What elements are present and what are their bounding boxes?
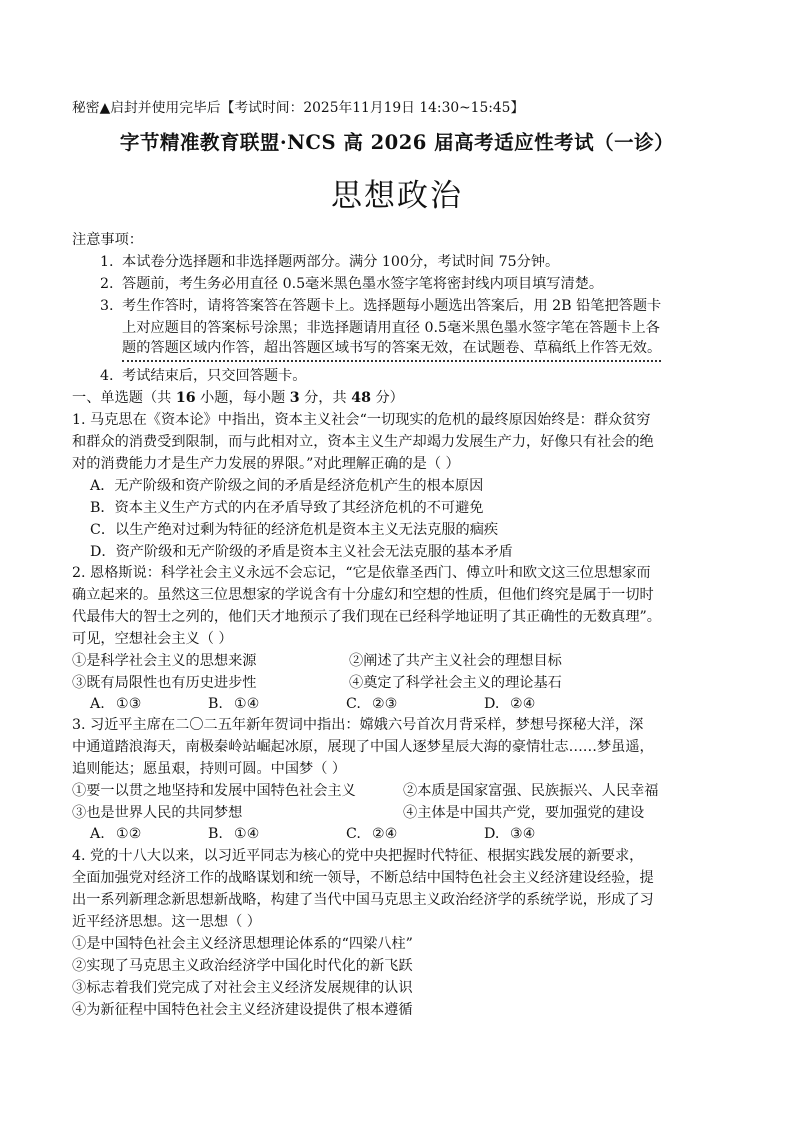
choice-a: A. ①② (90, 826, 142, 842)
choice-c: C. ②③ (346, 696, 398, 712)
note-item (100, 252, 559, 272)
statement: ①是中国特色社会主义经济思想理论体系的“四梁八柱” (72, 936, 413, 952)
note-number: 4. (100, 368, 114, 384)
option-b: B．资本主义生产方式的内在矛盾导致了其经济危机的不可避免 (90, 500, 484, 516)
question-stem: 4. 党的十八大以来，以习近平同志为核心的党中央把握时代特征、根据实践发展的新要求， (72, 848, 644, 864)
note-text: 上对应题目的答案标号涂黑；非选择题请用直径 0.5毫米黑色墨水签字笔在答题卡上各 (122, 320, 660, 336)
exam-title: 字节精准教育联盟·NCS 高 2026 届高考适应性考试（一诊） (119, 131, 675, 154)
statement: ③标志着我们党完成了对社会主义经济发展规律的认识 (72, 980, 413, 996)
question-stem: 2. 恩格斯说：科学社会主义永远不会忘记，“它是依靠圣西门、傅立叶和欧文这三位思想家而 (72, 565, 651, 581)
note-number: 3. (100, 298, 114, 314)
note-text: 本试卷分选择题和非选择题两部分。满分 100分，考试时间 75分钟。 (122, 254, 560, 270)
choice-a: A. ①③ (90, 696, 142, 712)
statement: ②实现了马克思主义政治经济学中国化时代化的新飞跃 (72, 958, 413, 974)
statement: ④为新征程中国特色社会主义经济建设提供了根本遵循 (72, 1002, 413, 1018)
note-text: 考生作答时，请将答案答在答题卡上。选择题每小题选出答案后，用 2B 铅笔把答题卡 (122, 298, 662, 314)
note-text: 答题前，考生务必用直径 0.5毫米黑色墨水签字笔将密封线内项目填写清楚。 (122, 276, 604, 292)
question-count: 16 (175, 390, 196, 406)
points-total: 48 (351, 390, 371, 406)
question-stem: 1. 马克思在《资本论》中指出，资本主义社会“一切现实的危机的最终原因始终是：群众贫穷 (72, 412, 651, 428)
statement: ②本质是国家富强、民族振兴、人民幸福 (403, 783, 659, 799)
question-stem: 近平经济思想。这一思想（ ） (72, 914, 261, 930)
question-stem: 代最伟大的智士之列的，他们天才地预示了我们现在已经科学地证明了其正确性的无数真理”。 (72, 609, 661, 625)
choice-d: D. ③④ (484, 826, 536, 842)
note-item (100, 274, 603, 294)
question-stem: 对的消费能力才是生产力发展的界限。”对此理解正确的是（ ） (72, 456, 460, 472)
notes-heading: 注意事项： (72, 232, 143, 248)
statement: ①是科学社会主义的思想来源 (72, 653, 257, 669)
choice-c: C. ②④ (346, 826, 398, 842)
section-heading: 一、单选题（共 16 小题，每小题 3 分，共 48 分） (72, 390, 404, 406)
note-number: 1. (100, 254, 114, 270)
question-stem: 追则能达；愿虽艰，持则可圆。中国梦（ ） (72, 761, 347, 777)
points-each: 3 (289, 390, 300, 406)
question-stem: 和群众的消费受到限制，而与此相对立，资本主义生产却竭力发展生产力，好像只有社会的绝 (72, 434, 654, 450)
confidential-notice: 秘密▲启封并使用完毕后【考试时间：2025年11月19日 14:30~15:45】 (72, 100, 525, 116)
choice-d: D. ②④ (484, 696, 536, 712)
statement: ③也是世界人民的共同梦想 (72, 805, 243, 821)
statement: ②阐述了共产主义社会的理想目标 (349, 653, 562, 669)
subject-title: 思想政治 (331, 178, 463, 214)
question-stem: 3. 习近平主席在二〇二五年新年贺词中指出：嫦娥六号首次月背采样，梦想号探秘大洋，深 (72, 717, 644, 733)
question-stem: 可见，空想社会主义（ ） (72, 631, 233, 647)
note-text: 考试结束后，只交回答题卡。 (122, 368, 307, 384)
statement: ③既有局限性也有历史进步性 (72, 675, 257, 691)
question-stem: 全面加强党对经济工作的战略谋划和统一领导，不断总结中国特色社会主义经济建设经验，提 (72, 870, 654, 886)
option-d: D．资产阶级和无产阶级的矛盾是资本主义社会无法克服的基本矛盾 (90, 544, 513, 560)
question-stem: 出一系列新理念新思想新战略，构建了当代中国马克思主义政治经济学的系统学说，形成了习 (72, 892, 654, 908)
statement: ①要一以贯之地坚持和发展中国特色社会主义 (72, 783, 356, 799)
choice-b: B. ①④ (208, 826, 260, 842)
note-item (100, 366, 306, 386)
question-stem: 确立起来的。虽然这三位思想家的学说含有十分虚幻和空想的性质，但他们终究是属于一切时 (72, 587, 654, 603)
option-c: C．以生产绝对过剩为特征的经济危机是资本主义无法克服的痼疾 (90, 522, 499, 538)
note-text: 题的答题区域内作答，超出答题区域书写的答案无效，在试题卷、草稿纸上作答无效。 (122, 338, 661, 362)
question-stem: 中通道踏浪海天，南极秦岭站崛起冰原，展现了中国人逐梦星辰大海的豪情壮志……梦虽遥， (72, 739, 654, 755)
statement: ④主体是中国共产党，要加强党的建设 (403, 805, 645, 821)
option-a: A．无产阶级和资产阶级之间的矛盾是经济危机产生的根本原因 (90, 478, 484, 494)
choice-b: B. ①④ (208, 696, 260, 712)
note-number: 2. (100, 276, 114, 292)
note-item (100, 296, 661, 316)
statement: ④奠定了科学社会主义的理论基石 (349, 675, 562, 691)
